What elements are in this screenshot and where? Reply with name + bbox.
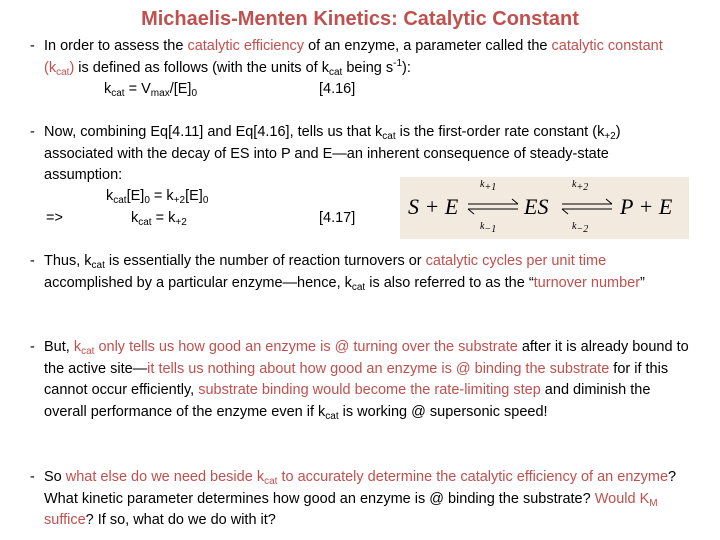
subscript: cat: [351, 281, 366, 293]
subscript: cat: [138, 217, 152, 228]
subscript: +2: [604, 131, 616, 142]
text: for if this cannot occur efficiently,: [44, 360, 669, 398]
highlight-text: it tells us nothing about how good an enzyme is @ binding the substrate: [147, 360, 610, 377]
highlight-text: catalytic cycles per unit time: [425, 253, 607, 269]
eq-symbol: k: [131, 210, 139, 226]
paragraph-substrate-binding: [30, 337, 690, 423]
reaction-scheme: [400, 177, 689, 239]
eq-symbol: = k: [149, 188, 174, 204]
highlight-text: turnover number: [533, 274, 641, 291]
text: ? If so, what do we do with it?: [85, 512, 276, 528]
text: is the first-order rate constant (k: [395, 124, 605, 140]
subscript: cat: [81, 346, 95, 357]
subscript: cat: [328, 66, 343, 78]
text: is defined as follows (with the units of k: [74, 59, 329, 76]
implies-arrow: =>: [46, 210, 63, 226]
highlight-text: catalytic constant (k: [44, 38, 663, 76]
highlight-text: to accurately determine the catalytic efficiency of an enzyme: [277, 469, 669, 485]
paragraph-what-else: [30, 467, 690, 532]
text: Now, combining Eq[4.11] and Eq[4.16], tells us that k: [44, 124, 383, 140]
highlight-text: Would K: [594, 490, 650, 507]
subscript: cat: [56, 66, 70, 78]
subscript: +2: [173, 195, 186, 206]
bullet-dash: -: [30, 38, 35, 54]
subscript: 0: [202, 195, 209, 206]
text: So: [44, 469, 66, 485]
highlight-text: substrate binding would become the rate-limiting step: [198, 382, 541, 398]
text: ? What kinetic parameter determines how good an enzyme is @ binding the substrate?: [44, 469, 677, 507]
highlight-text: catalytic efficiency: [187, 38, 305, 54]
rate-constant-k-plus-2: $k_{+2}$: [572, 179, 589, 193]
paragraph-catalytic-constant: [30, 36, 690, 79]
text: Thus, k: [44, 253, 92, 269]
highlight-text: suffice: [44, 512, 86, 528]
rate-constant-k-minus-1: $k_{-1}$: [480, 221, 497, 235]
subscript: cat: [91, 260, 105, 271]
text: of an enzyme, a parameter called the: [304, 38, 552, 54]
eq-symbol: k: [106, 188, 114, 204]
highlight-text: k: [73, 339, 82, 355]
subscript: 0: [144, 195, 150, 206]
highlight-text: what else do we need beside k: [65, 469, 265, 485]
text: is working @ supersonic speed!: [338, 403, 548, 420]
eq-symbol: = V: [124, 81, 151, 97]
bullet-dash: -: [30, 339, 35, 355]
slide-title: Michaelis-Menten Kinetics: Catalytic Constant: [141, 8, 579, 30]
subscript: M: [649, 497, 658, 509]
text: In order to assess the: [44, 38, 188, 54]
equation-4-17-line2: [131, 210, 187, 226]
text: is also referred to as the “: [365, 274, 534, 291]
eq-symbol: [E]: [126, 188, 145, 204]
eq-symbol: k: [104, 81, 112, 97]
rate-constant-k-minus-2: $k_{-2}$: [572, 221, 589, 235]
subscript: cat: [325, 410, 339, 422]
subscript: max: [150, 88, 170, 99]
subscript: 0: [191, 88, 198, 99]
eq-symbol: [E]: [185, 188, 203, 204]
equation-4-16: [104, 81, 197, 97]
subscript: cat: [111, 88, 125, 99]
text: being s: [342, 59, 394, 76]
equation-number-4-17: [4.17]: [319, 210, 356, 226]
eq-symbol: /[E]: [169, 81, 192, 97]
highlight-text: only tells us how good an enzyme is @ turning over the substrate: [94, 339, 518, 355]
equation-number-4-16: [4.16]: [319, 81, 356, 97]
species-product-enzyme: P + E: [620, 194, 673, 219]
species-substrate-enzyme: S + E: [408, 194, 459, 219]
equilibrium-arrows-icon: [400, 177, 689, 239]
eq-symbol: = k: [151, 210, 176, 226]
text: and diminish the overall performance of the enzyme even if k: [44, 382, 651, 420]
text: accomplished by a particular enzyme—hence, k: [44, 274, 352, 291]
text: ) associated with the decay of ES into P and E—an inherent consequence of steady-state assumption:: [44, 124, 621, 183]
bullet-dash: -: [30, 124, 35, 140]
text: ”: [640, 274, 645, 291]
species-complex: ES: [524, 194, 549, 219]
text: But,: [44, 339, 74, 355]
superscript: -1: [393, 57, 403, 69]
highlight-text: ): [69, 59, 75, 76]
text: ):: [402, 59, 411, 76]
subscript: cat: [264, 476, 278, 487]
subscript: +2: [175, 217, 187, 228]
subscript: cat: [113, 195, 127, 206]
text: after it is already bound to the active site—: [44, 339, 689, 377]
paragraph-turnover-number: [30, 251, 690, 294]
rate-constant-k-plus-1: $k_{+1}$: [480, 179, 497, 193]
text: is essentially the number of reaction turnovers or: [104, 253, 426, 269]
bullet-dash: -: [30, 253, 35, 269]
bullet-dash: -: [30, 469, 35, 485]
equation-4-17-line1: [106, 188, 208, 204]
subscript: cat: [382, 131, 396, 142]
